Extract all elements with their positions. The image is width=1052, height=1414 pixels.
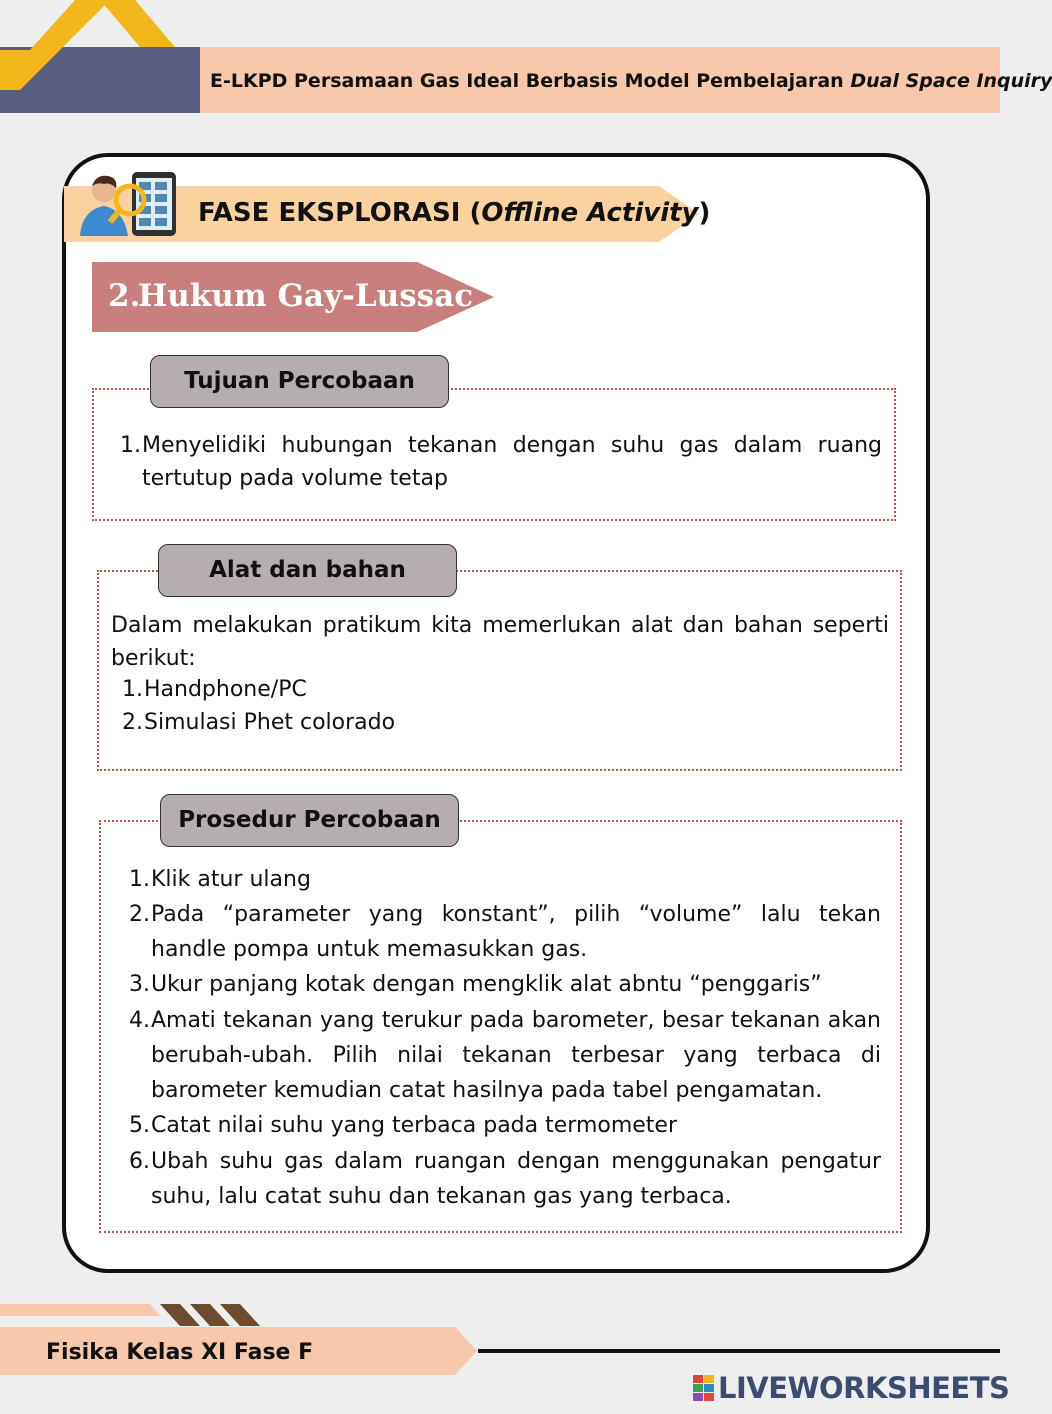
- prosedur-item-1: [129, 862, 881, 897]
- list-number: 1.: [122, 677, 143, 702]
- list-text: Ubah suhu gas dalam ruangan dengan menggunakan pengatur suhu, lalu catat suhu dan tekanan gas yang terbaca.: [151, 1149, 881, 1209]
- section-number: 2.: [108, 278, 141, 314]
- list-number: 2.: [122, 710, 143, 735]
- header-chevron-icon: [0, 0, 210, 115]
- list-number: 3.: [129, 972, 150, 997]
- prosedur-heading: Prosedur Percobaan: [160, 794, 459, 847]
- list-number: 1.: [129, 867, 150, 892]
- tujuan-item-1: [120, 429, 882, 495]
- list-text: Menyelidiki hubungan tekanan dengan suhu gas dalam ruang tertutup pada volume tetap: [142, 433, 882, 491]
- section-title: Hukum Gay-Lussac: [138, 278, 474, 314]
- alat-item-1: [122, 673, 882, 706]
- prosedur-item-3: [129, 967, 881, 1002]
- list-number: 4.: [129, 1008, 150, 1033]
- list-text: Handphone/PC: [144, 677, 307, 702]
- alat-intro: Dalam melakukan pratikum kita memerlukan alat dan bahan seperti berikut:: [111, 613, 889, 671]
- list-text: Klik atur ulang: [151, 867, 311, 892]
- alat-item-2: [122, 706, 882, 739]
- footer-line: [478, 1349, 1000, 1353]
- phase-title: FASE EKSPLORASI (Offline Activity): [198, 198, 711, 228]
- list-number: 6.: [129, 1149, 150, 1174]
- liveworksheets-logo-icon: [693, 1373, 717, 1403]
- list-text: Simulasi Phet colorado: [144, 710, 396, 735]
- tujuan-heading: Tujuan Percobaan: [150, 355, 449, 408]
- footer-stripes-icon: [0, 1300, 300, 1330]
- list-text: Amati tekanan yang terukur pada barometer, besar tekanan akan berubah-ubah. Pilih nilai tekanan terbesar yang terbaca di barometer kemudian catat hasilnya pada tabel pengamatan.: [151, 1008, 881, 1103]
- list-number: 2.: [129, 902, 150, 927]
- explorer-character-icon: [74, 170, 186, 240]
- prosedur-item-6: [129, 1144, 881, 1214]
- list-text: Catat nilai suhu yang terbaca pada termometer: [151, 1113, 678, 1138]
- alat-heading: Alat dan bahan: [158, 544, 457, 597]
- prosedur-item-4: [129, 1003, 881, 1108]
- list-number: 5.: [129, 1113, 150, 1138]
- footer-label: Fisika Kelas XI Fase F: [46, 1340, 314, 1365]
- prosedur-item-2: [129, 897, 881, 967]
- list-number: 1.: [120, 433, 141, 458]
- liveworksheets-watermark: LIVEWORKSHEETS: [718, 1371, 1010, 1405]
- list-text: Ukur panjang kotak dengan mengklik alat abntu “penggaris”: [151, 972, 822, 997]
- prosedur-item-5: [129, 1108, 881, 1143]
- list-text: Pada “parameter yang konstant”, pilih “volume” lalu tekan handle pompa untuk memasukkan gas.: [151, 902, 881, 962]
- header-title: E-LKPD Persamaan Gas Ideal Berbasis Model Pembelajaran Dual Space Inquiry: [210, 70, 1052, 92]
